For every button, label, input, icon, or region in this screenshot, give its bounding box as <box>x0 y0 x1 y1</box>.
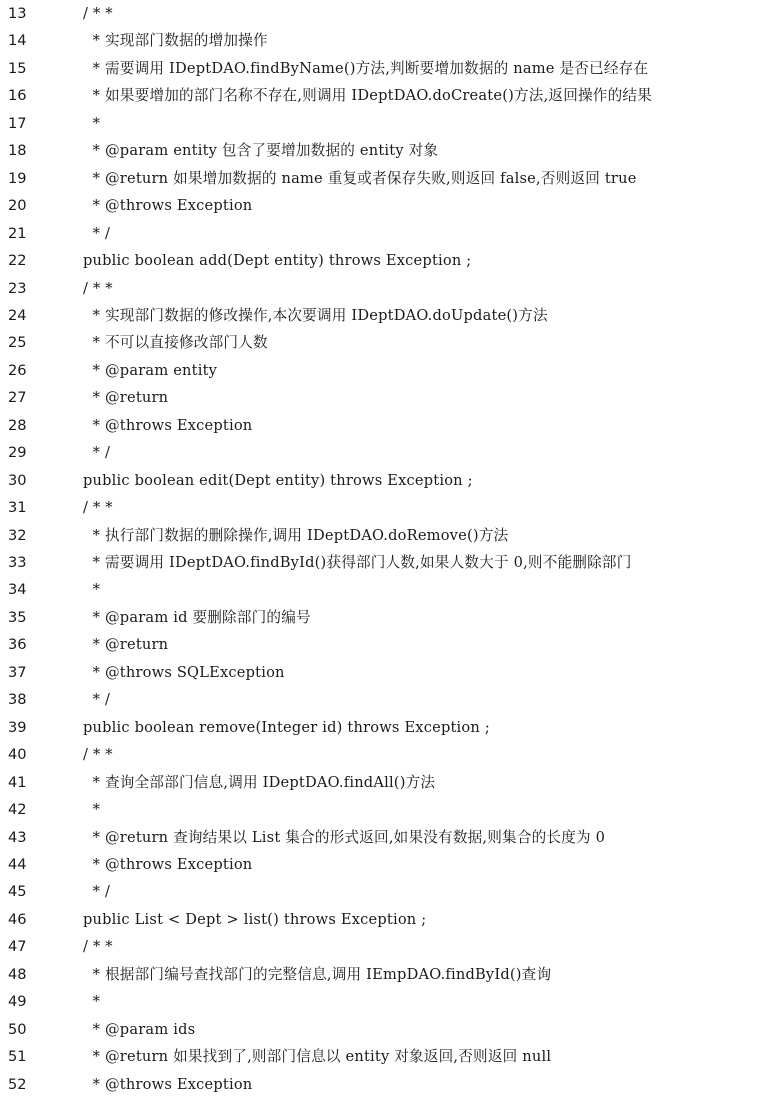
line-number: 20 <box>8 197 27 215</box>
code-text: / * * <box>83 5 113 22</box>
code-line <box>0 439 764 467</box>
code-text: / * * <box>83 499 113 517</box>
code-line <box>0 631 764 659</box>
line-number: 42 <box>8 801 27 819</box>
code-text: public List < Dept > list() throws Exception ; <box>83 910 427 928</box>
code-line <box>0 494 764 522</box>
code-text: * / <box>83 691 111 709</box>
code-text: / * * <box>83 938 113 956</box>
code-line <box>0 1016 764 1044</box>
code-text: * 需要调用 IDeptDAO.findById()获得部门人数,如果人数大于 0,则不能删除部门 <box>83 554 632 571</box>
code-text: * @return 查询结果以 List 集合的形式返回,如果没有数据,则集合的长度为 0 <box>83 828 606 846</box>
line-number: 13 <box>8 5 27 22</box>
code-line <box>0 741 764 769</box>
code-line <box>0 604 764 632</box>
code-text: * @return <box>83 389 169 407</box>
line-number: 32 <box>8 526 27 544</box>
line-number: 29 <box>8 444 27 462</box>
code-text: * @throws SQLException <box>83 663 285 681</box>
code-line <box>0 357 764 385</box>
line-number: 37 <box>8 663 27 681</box>
code-text: * 实现部门数据的增加操作 <box>83 32 268 50</box>
line-number: 47 <box>8 938 27 956</box>
line-number: 17 <box>8 114 27 132</box>
code-line <box>0 165 764 193</box>
line-number: 40 <box>8 746 27 764</box>
line-number: 28 <box>8 416 27 434</box>
code-line <box>0 824 764 852</box>
line-number: 44 <box>8 855 27 873</box>
code-line <box>0 0 764 28</box>
code-line <box>0 55 764 83</box>
code-line <box>0 686 764 714</box>
line-number: 21 <box>8 224 27 242</box>
code-line <box>0 467 764 495</box>
line-number: 24 <box>8 306 27 324</box>
code-text: * @param entity <box>83 361 218 379</box>
code-line <box>0 1071 764 1098</box>
code-text: public boolean edit(Dept entity) throws Exception ; <box>83 471 473 489</box>
line-number: 22 <box>8 252 27 270</box>
code-text: * @return 如果增加数据的 name 重复或者保存失败,则返回 false,否则返回 true <box>83 169 637 187</box>
code-line <box>0 412 764 440</box>
line-number: 23 <box>8 279 27 297</box>
line-number: 19 <box>8 169 27 187</box>
code-text: * <box>83 114 101 132</box>
code-text: * 查询全部部门信息,调用 IDeptDAO.findAll()方法 <box>83 773 436 791</box>
code-text: * 执行部门数据的删除操作,调用 IDeptDAO.doRemove()方法 <box>83 526 509 544</box>
line-number: 33 <box>8 554 27 571</box>
code-line <box>0 1043 764 1071</box>
code-line <box>0 659 764 687</box>
code-text: * @throws Exception <box>83 197 253 215</box>
line-number: 15 <box>8 59 27 77</box>
code-line <box>0 851 764 879</box>
line-number: 48 <box>8 965 27 983</box>
line-number: 51 <box>8 1048 27 1066</box>
code-text: * @return 如果找到了,则部门信息以 entity 对象返回,否则返回 null <box>83 1048 552 1066</box>
code-line <box>0 192 764 220</box>
code-text: * 实现部门数据的修改操作,本次要调用 IDeptDAO.doUpdate()方法 <box>83 306 548 324</box>
code-text: * @throws Exception <box>83 1075 253 1093</box>
code-text: * <box>83 993 101 1011</box>
line-number: 34 <box>8 581 27 599</box>
code-line <box>0 796 764 824</box>
line-number: 16 <box>8 87 27 105</box>
code-line <box>0 549 764 577</box>
line-number: 18 <box>8 142 27 160</box>
line-number: 35 <box>8 608 27 626</box>
code-line <box>0 27 764 55</box>
code-text: * @return <box>83 636 169 654</box>
line-number: 49 <box>8 993 27 1011</box>
code-line <box>0 384 764 412</box>
code-text: * 不可以直接修改部门人数 <box>83 334 268 352</box>
code-text: * @throws Exception <box>83 855 253 873</box>
code-text: * / <box>83 883 111 901</box>
line-number: 14 <box>8 32 27 50</box>
code-line <box>0 82 764 110</box>
line-number: 26 <box>8 361 27 379</box>
line-number: 38 <box>8 691 27 709</box>
code-line <box>0 906 764 934</box>
code-text: * <box>83 581 101 599</box>
code-text: * 需要调用 IDeptDAO.findByName()方法,判断要增加数据的 name 是否已经存在 <box>83 59 649 77</box>
code-line <box>0 576 764 604</box>
code-line <box>0 110 764 138</box>
code-line <box>0 220 764 248</box>
code-text: * 根据部门编号查找部门的完整信息,调用 IEmpDAO.findById()查询 <box>83 965 552 983</box>
code-text: * / <box>83 444 111 462</box>
code-line <box>0 247 764 275</box>
line-number: 25 <box>8 334 27 352</box>
line-number: 30 <box>8 471 27 489</box>
code-text: public boolean remove(Integer id) throws Exception ; <box>83 718 490 736</box>
line-number: 31 <box>8 499 27 517</box>
code-line <box>0 878 764 906</box>
code-line <box>0 714 764 742</box>
code-line <box>0 275 764 303</box>
code-line <box>0 988 764 1016</box>
code-text: * 如果要增加的部门名称不存在,则调用 IDeptDAO.doCreate()方法,返回操作的结果 <box>83 87 652 105</box>
line-number: 27 <box>8 389 27 407</box>
line-number: 43 <box>8 828 27 846</box>
code-line <box>0 329 764 357</box>
line-number: 45 <box>8 883 27 901</box>
code-line <box>0 302 764 330</box>
code-line <box>0 137 764 165</box>
code-text: / * * <box>83 746 113 764</box>
line-number: 50 <box>8 1020 27 1038</box>
line-number: 52 <box>8 1075 27 1093</box>
code-text: * @param entity 包含了要增加数据的 entity 对象 <box>83 142 439 160</box>
code-text: / * * <box>83 279 113 297</box>
line-number: 41 <box>8 773 27 791</box>
code-text: * <box>83 801 101 819</box>
line-number: 46 <box>8 910 27 928</box>
code-text: * @throws Exception <box>83 416 253 434</box>
code-line <box>0 522 764 550</box>
code-text: public boolean add(Dept entity) throws Exception ; <box>83 252 472 270</box>
code-text: * @param ids <box>83 1020 196 1038</box>
code-line <box>0 933 764 961</box>
code-text: * @param id 要删除部门的编号 <box>83 608 311 626</box>
code-text: * / <box>83 224 111 242</box>
line-number: 39 <box>8 718 27 736</box>
code-line <box>0 961 764 989</box>
line-number: 36 <box>8 636 27 654</box>
code-line <box>0 769 764 797</box>
